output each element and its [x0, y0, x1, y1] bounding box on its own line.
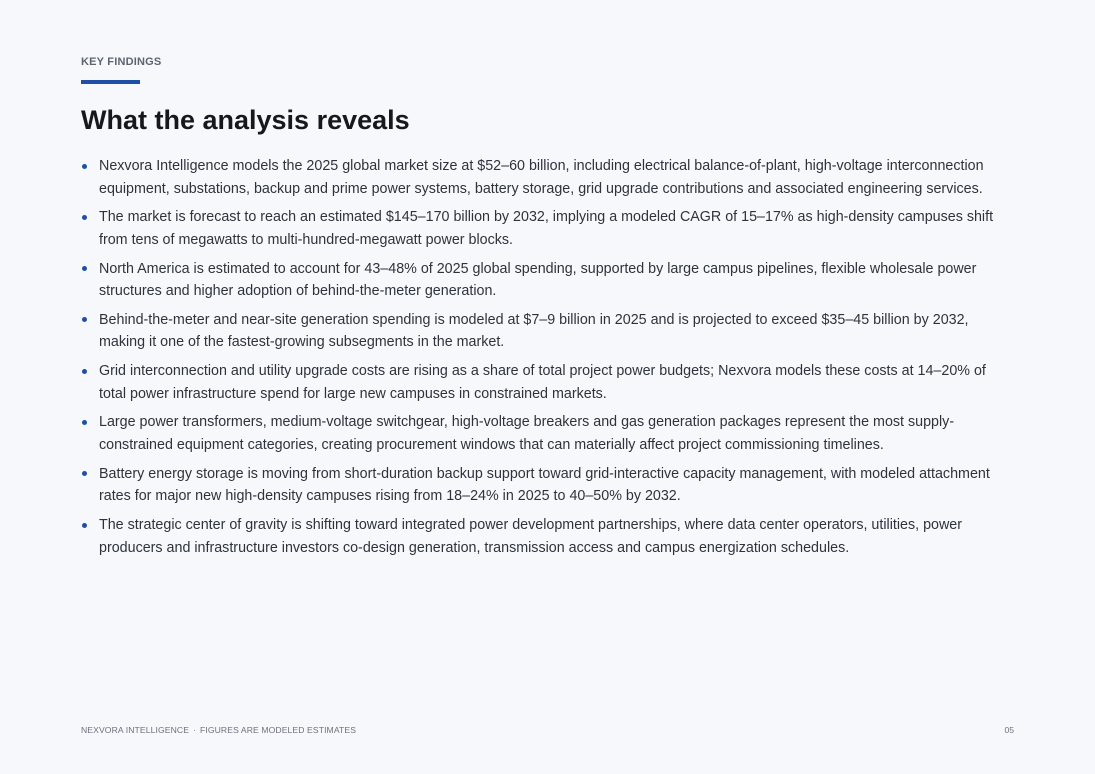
finding-item	[81, 206, 1015, 251]
finding-item	[81, 360, 1015, 405]
finding-text: Grid interconnection and utility upgrade costs are rising as a share of total project power budgets; Nexvora models these costs at 14–20% of total power infrastructure spend for large new campuses in constrained markets.	[99, 363, 986, 402]
finding-item	[81, 463, 1015, 508]
accent-bar	[81, 80, 140, 84]
page-title: What the analysis reveals	[81, 105, 410, 135]
section-eyebrow: KEY FINDINGS	[81, 56, 162, 68]
finding-text: The market is forecast to reach an estimated $145–170 billion by 2032, implying a modeled CAGR of 15–17% as high-density campuses shift from tens of megawatts to multi-hundred-megawatt power blocks.	[99, 209, 994, 248]
report-page	[81, 0, 1015, 774]
finding-item	[81, 411, 1015, 456]
finding-text: The strategic center of gravity is shifting toward integrated power development partnerships, where data center operators, utilities, power producers and infrastructure investors co-design generation, transmission access and campus energization schedules.	[99, 517, 963, 556]
page-number: 05	[1004, 725, 1014, 735]
footer-note	[81, 725, 356, 735]
footer-brand: NEXVORA INTELLIGENCE	[81, 725, 190, 735]
finding-item	[81, 258, 1015, 303]
finding-text: North America is estimated to account for 43–48% of 2025 global spending, supported by large campus pipelines, flexible wholesale power structures and higher adoption of behind-the-meter generation.	[99, 260, 977, 300]
bullet-icon	[82, 215, 87, 220]
bullet-icon	[82, 471, 87, 476]
findings-list	[81, 155, 1015, 565]
bullet-icon	[82, 266, 87, 271]
finding-text: Battery energy storage is moving from short-duration backup support toward grid-interactive capacity management, with modeled attachment rates for major new high-density campuses rising from 18–24% in 2025 to 40–50% by 2032.	[99, 465, 990, 505]
bullet-icon	[82, 369, 87, 374]
bullet-icon	[82, 420, 87, 425]
finding-item	[81, 514, 1015, 559]
finding-text: Nexvora Intelligence models the 2025 global market size at $52–60 billion, including electrical balance-of-plant, high-voltage interconnection equipment, substations, backup and prime power systems, battery storage, grid upgrade contributions and associated engineering services.	[99, 158, 984, 197]
footer-separator: ·	[193, 725, 196, 735]
finding-text: Large power transformers, medium-voltage switchgear, high-voltage breakers and gas generation packages represent the most supply-constrained equipment categories, creating procurement windows that can materially affect project commissioning timelines.	[99, 414, 955, 453]
finding-item	[81, 309, 1015, 354]
footer-disclaimer: FIGURES ARE MODELED ESTIMATES	[200, 725, 357, 735]
finding-text: Behind-the-meter and near-site generation spending is modeled at $7–9 billion in 2025 and is projected to exceed $35–45 billion by 2032, making it one of the fastest-growing subsegments in the market.	[99, 311, 969, 351]
finding-item	[81, 155, 1015, 200]
bullet-icon	[82, 523, 87, 528]
bullet-icon	[82, 317, 87, 322]
bullet-icon	[82, 164, 87, 169]
